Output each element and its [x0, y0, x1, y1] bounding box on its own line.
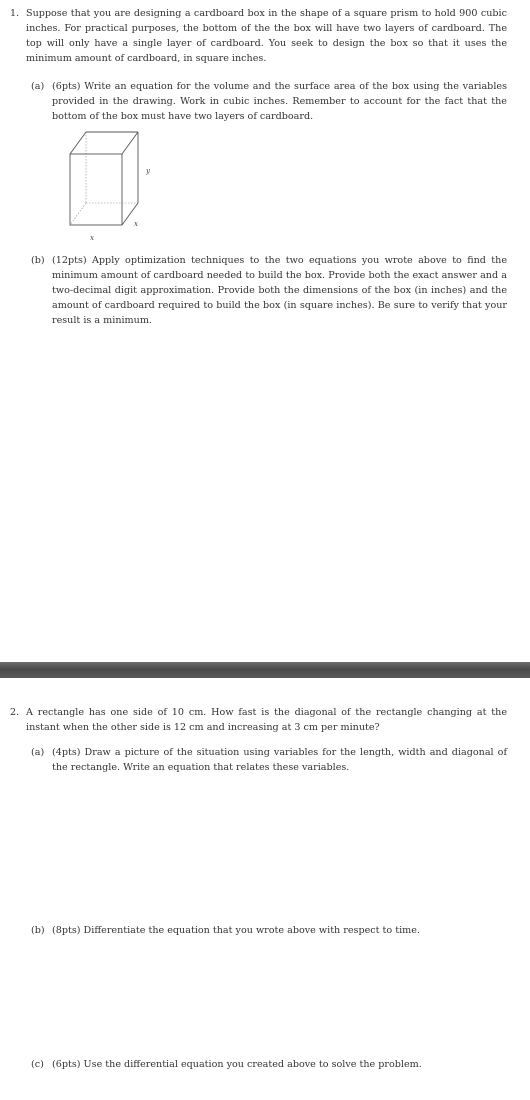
label-x-depth: x: [134, 220, 138, 228]
problem-1b-text: (12pts) Apply optimization techniques to the two equations you wrote above to find the minimum amount of cardboard needed to build the box. Provide both the exact answer and a two-decimal digit approximation. Provide both the dimensions of the box (in inches) and the amount of cardboard required to build the box (in square inches). Be sure to verify that your result is a minimum.: [52, 255, 507, 326]
problem-2c-text: (6pts) Use the differential equation you created above to solve the problem.: [52, 1059, 422, 1070]
problem-2a-text: (4pts) Draw a picture of the situation using variables for the length, width and diagonal of the rectangle. Write an equation that relates these variables.: [52, 747, 507, 773]
problem-1b-label: (b): [31, 255, 45, 266]
problem-2-number: 2.: [10, 707, 20, 718]
problem-1-text: Suppose that you are designing a cardboard box in the shape of a square prism to hold 900 cubic inches. For practical purposes, the bottom of the the box will have two layers of cardboard. The top will only have a single layer of cardboard. You seek to design the box so that it uses the minimum amount of cardboard, in square inches.: [26, 8, 507, 64]
page-2: [0, 678, 530, 1100]
problem-2c-label: (c): [31, 1059, 44, 1070]
problem-2a-label: (a): [31, 747, 45, 758]
problem-2-text: A rectangle has one side of 10 cm. How fast is the diagonal of the rectangle changing at the instant when the other side is 12 cm and increasing at 3 cm per minute?: [26, 707, 507, 733]
label-y: y: [146, 167, 150, 175]
problem-1-number: 1.: [10, 8, 20, 19]
problem-2b-text: (8pts) Differentiate the equation that you wrote above with respect to time.: [52, 925, 420, 936]
label-x-width: x: [90, 234, 94, 242]
problem-1a-label: (a): [31, 81, 45, 92]
page-divider: [0, 662, 530, 678]
problem-1a-text: (6pts) Write an equation for the volume and the surface area of the box using the variables provided in the drawing. Work in cubic inches. Remember to account for the fact that the bottom of the box must have two layers of cardboard.: [52, 81, 507, 122]
square-prism-figure: [62, 128, 172, 244]
problem-2b-label: (b): [31, 925, 45, 936]
